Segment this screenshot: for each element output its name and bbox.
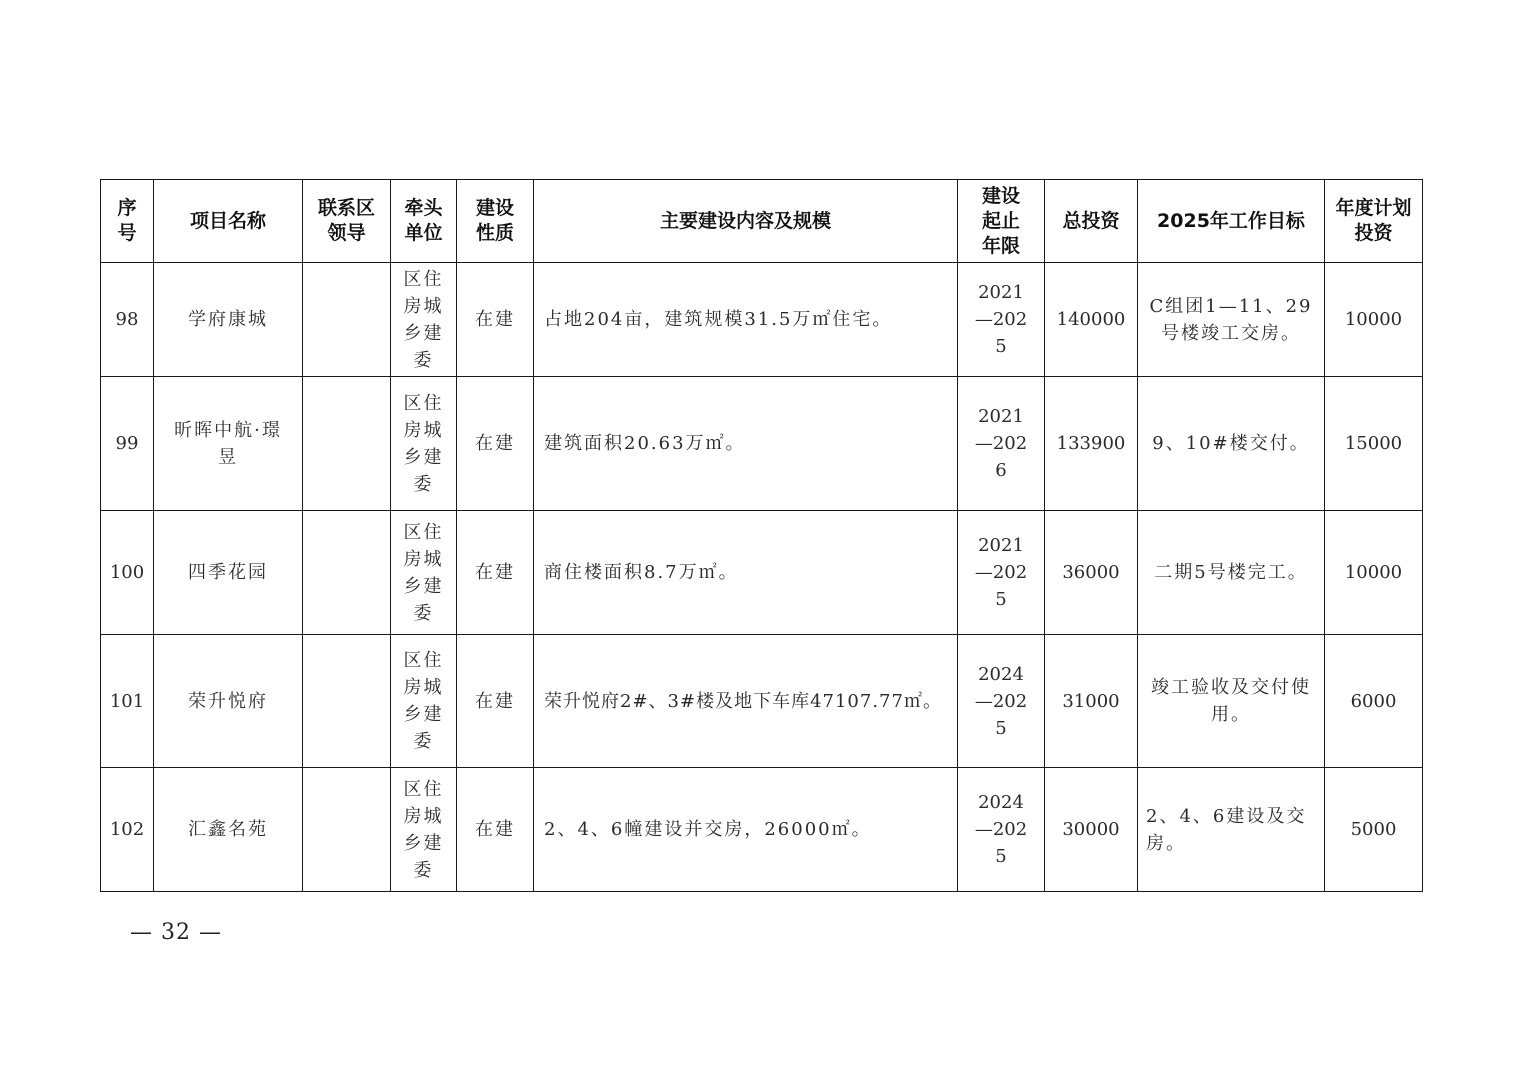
cell-lead-unit: 区住房城乡建委 — [391, 263, 457, 377]
cell-project-name: 学府康城 — [154, 263, 303, 377]
cell-annual-investment: 10000 — [1325, 511, 1423, 635]
cell-seq: 99 — [101, 377, 154, 511]
project-table — [100, 179, 1423, 892]
cell-main-content: 2、4、6幢建设并交房，26000㎡。 — [534, 768, 958, 892]
cell-construction-nature: 在建 — [457, 377, 534, 511]
cell-total-investment: 30000 — [1045, 768, 1138, 892]
cell-period: 2021—2025 — [958, 263, 1045, 377]
cell-annual-investment: 15000 — [1325, 377, 1423, 511]
cell-lead-unit: 区住房城乡建委 — [391, 768, 457, 892]
cell-period: 2021—2025 — [958, 511, 1045, 635]
cell-construction-nature: 在建 — [457, 511, 534, 635]
table-row — [101, 263, 1423, 377]
cell-main-content: 建筑面积20.63万㎡。 — [534, 377, 958, 511]
cell-total-investment: 36000 — [1045, 511, 1138, 635]
header-seq: 序号 — [101, 180, 154, 263]
header-main-content: 主要建设内容及规模 — [534, 180, 958, 263]
cell-project-name: 昕晖中航·璟昱 — [154, 377, 303, 511]
header-2025-goal: 2025年工作目标 — [1138, 180, 1325, 263]
cell-project-name: 四季花园 — [154, 511, 303, 635]
header-total-investment: 总投资 — [1045, 180, 1138, 263]
cell-2025-goal: 竣工验收及交付使用。 — [1138, 635, 1325, 768]
cell-lead-unit: 区住房城乡建委 — [391, 635, 457, 768]
cell-seq: 101 — [101, 635, 154, 768]
cell-contact-leader — [303, 635, 391, 768]
cell-2025-goal: 二期5号楼完工。 — [1138, 511, 1325, 635]
cell-main-content: 占地204亩，建筑规模31.5万㎡住宅。 — [534, 263, 958, 377]
cell-main-content: 商住楼面积8.7万㎡。 — [534, 511, 958, 635]
cell-construction-nature: 在建 — [457, 768, 534, 892]
header-annual-investment: 年度计划投资 — [1325, 180, 1423, 263]
cell-main-content: 荣升悦府2#、3#楼及地下车库47107.77㎡。 — [534, 635, 958, 768]
cell-construction-nature: 在建 — [457, 635, 534, 768]
header-contact-leader: 联系区领导 — [303, 180, 391, 263]
cell-seq: 102 — [101, 768, 154, 892]
cell-contact-leader — [303, 511, 391, 635]
cell-lead-unit: 区住房城乡建委 — [391, 377, 457, 511]
cell-annual-investment: 6000 — [1325, 635, 1423, 768]
cell-contact-leader — [303, 263, 391, 377]
cell-contact-leader — [303, 377, 391, 511]
cell-period: 2024—2025 — [958, 635, 1045, 768]
header-project-name: 项目名称 — [154, 180, 303, 263]
table-row — [101, 635, 1423, 768]
table-header-row — [101, 180, 1423, 263]
cell-total-investment: 140000 — [1045, 263, 1138, 377]
table-row — [101, 377, 1423, 511]
page-number: — 32 — — [130, 920, 222, 945]
cell-annual-investment: 5000 — [1325, 768, 1423, 892]
cell-period: 2021—2026 — [958, 377, 1045, 511]
cell-contact-leader — [303, 768, 391, 892]
table-row — [101, 768, 1423, 892]
cell-project-name: 汇鑫名苑 — [154, 768, 303, 892]
header-period: 建设起止年限 — [958, 180, 1045, 263]
cell-project-name: 荣升悦府 — [154, 635, 303, 768]
table-row — [101, 511, 1423, 635]
cell-2025-goal: C组团1—11、29号楼竣工交房。 — [1138, 263, 1325, 377]
cell-lead-unit: 区住房城乡建委 — [391, 511, 457, 635]
cell-construction-nature: 在建 — [457, 263, 534, 377]
header-lead-unit: 牵头单位 — [391, 180, 457, 263]
header-construction-nature: 建设性质 — [457, 180, 534, 263]
cell-period: 2024—2025 — [958, 768, 1045, 892]
cell-2025-goal: 2、4、6建设及交房。 — [1138, 768, 1325, 892]
cell-seq: 100 — [101, 511, 154, 635]
cell-total-investment: 133900 — [1045, 377, 1138, 511]
cell-total-investment: 31000 — [1045, 635, 1138, 768]
cell-2025-goal: 9、10#楼交付。 — [1138, 377, 1325, 511]
cell-annual-investment: 10000 — [1325, 263, 1423, 377]
cell-seq: 98 — [101, 263, 154, 377]
